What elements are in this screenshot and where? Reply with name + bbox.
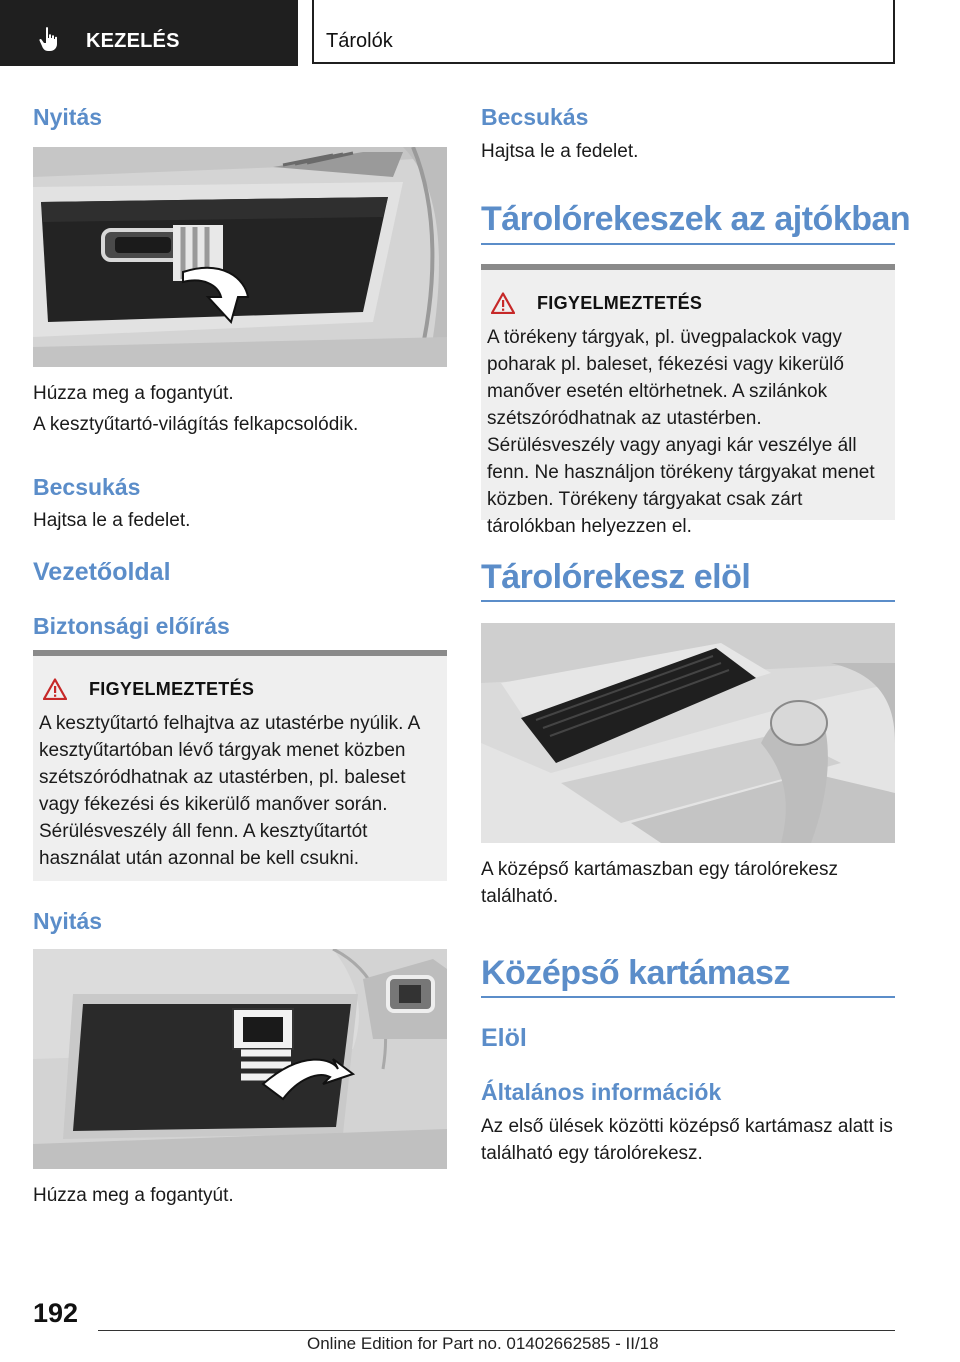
section-tab-label: Tárolók xyxy=(326,30,393,52)
heading-ajtokban: Tárolórekeszek az ajtókban xyxy=(481,200,911,238)
heading-rule-kartamasz xyxy=(481,996,895,998)
warning-box-left xyxy=(33,650,447,881)
warning-title: FIGYELMEZTETÉS xyxy=(89,678,255,699)
section-tab xyxy=(312,0,895,64)
paragraph-huzza-2: Húzza meg a fogantyút. xyxy=(33,1185,234,1206)
heading-tarolorekesz-elol: Tárolórekesz elöl xyxy=(481,558,751,596)
warning-title-row xyxy=(491,292,702,314)
page-header xyxy=(0,0,960,66)
hand-pointer-icon xyxy=(38,26,62,52)
center-console-photo xyxy=(481,623,895,843)
footer-edition: Online Edition for Part no. 01402662585 - II/18 xyxy=(307,1334,659,1353)
warning-body: A kesztyűtartó felhajtva az utastérbe nyúlik. A kesztyűtartóban lévő tárgyak menet közben szétszóródhatnak az utastérben, pl. baleset vagy fékezési és kikerülő manőver során. Sérülésveszély áll fenn. A kesztyűtartót használat után azonnal be kell csukni. xyxy=(39,713,420,869)
warning-title: FIGYELMEZTETÉS xyxy=(537,292,703,313)
heading-nyitas-1: Nyitás xyxy=(33,104,103,130)
paragraph-huzza-1: Húzza meg a fogantyút. xyxy=(33,383,234,404)
heading-nyitas-2: Nyitás xyxy=(33,908,103,934)
chapter-tab-label: KEZELÉS xyxy=(86,30,180,52)
footer-rule xyxy=(98,1330,895,1331)
heading-biztonsagi: Biztonsági előírás xyxy=(33,613,230,639)
heading-elol: Elöl xyxy=(481,1024,527,1052)
paragraph-kozepso: A középső kartámaszban egy tárolórekesz található. xyxy=(481,859,838,907)
paragraph-hajtsa-left: Hajtsa le a fedelet. xyxy=(33,510,191,531)
page-number: 192 xyxy=(33,1298,79,1328)
paragraph-vilagitas: A kesztyűtartó-világítás felkapcsolódik. xyxy=(33,414,359,435)
warning-body: A törékeny tárgyak, pl. üvegpalackok vagy poharak pl. baleset, fékezési vagy kikerülő manőver esetén eltörhetnek. A szilánkok szétszóródhatnak az utastérben. Sérülésveszély vagy anyagi kár veszélye áll fenn. Ne használjon törékeny tárgyakat menet közben. Törékeny tárgyakat csak zárt tárolókban helyezzen el. xyxy=(487,327,875,537)
warning-triangle-icon xyxy=(491,292,515,314)
heading-rule-ajtokban xyxy=(481,243,895,245)
glovebox-photo-2 xyxy=(33,949,447,1169)
heading-altalanos: Általános információk xyxy=(481,1079,722,1105)
warning-triangle-icon xyxy=(43,678,67,700)
glovebox-photo-1 xyxy=(33,147,447,367)
heading-becsukas-left: Becsukás xyxy=(33,474,141,500)
paragraph-hajtsa-right: Hajtsa le a fedelet. xyxy=(481,141,639,162)
heading-becsukas-right: Becsukás xyxy=(481,104,589,130)
heading-vezetooldal: Vezetőoldal xyxy=(33,558,171,586)
paragraph-elso-ulesek: Az első ülések közötti középső kartámasz alatt is található egy tárolórekesz. xyxy=(481,1116,893,1164)
warning-box-right xyxy=(481,264,895,537)
chapter-tab xyxy=(0,0,298,66)
heading-kartamasz: Középső kartámasz xyxy=(481,954,790,992)
warning-title-row xyxy=(43,678,254,700)
heading-rule-elol xyxy=(481,600,895,602)
